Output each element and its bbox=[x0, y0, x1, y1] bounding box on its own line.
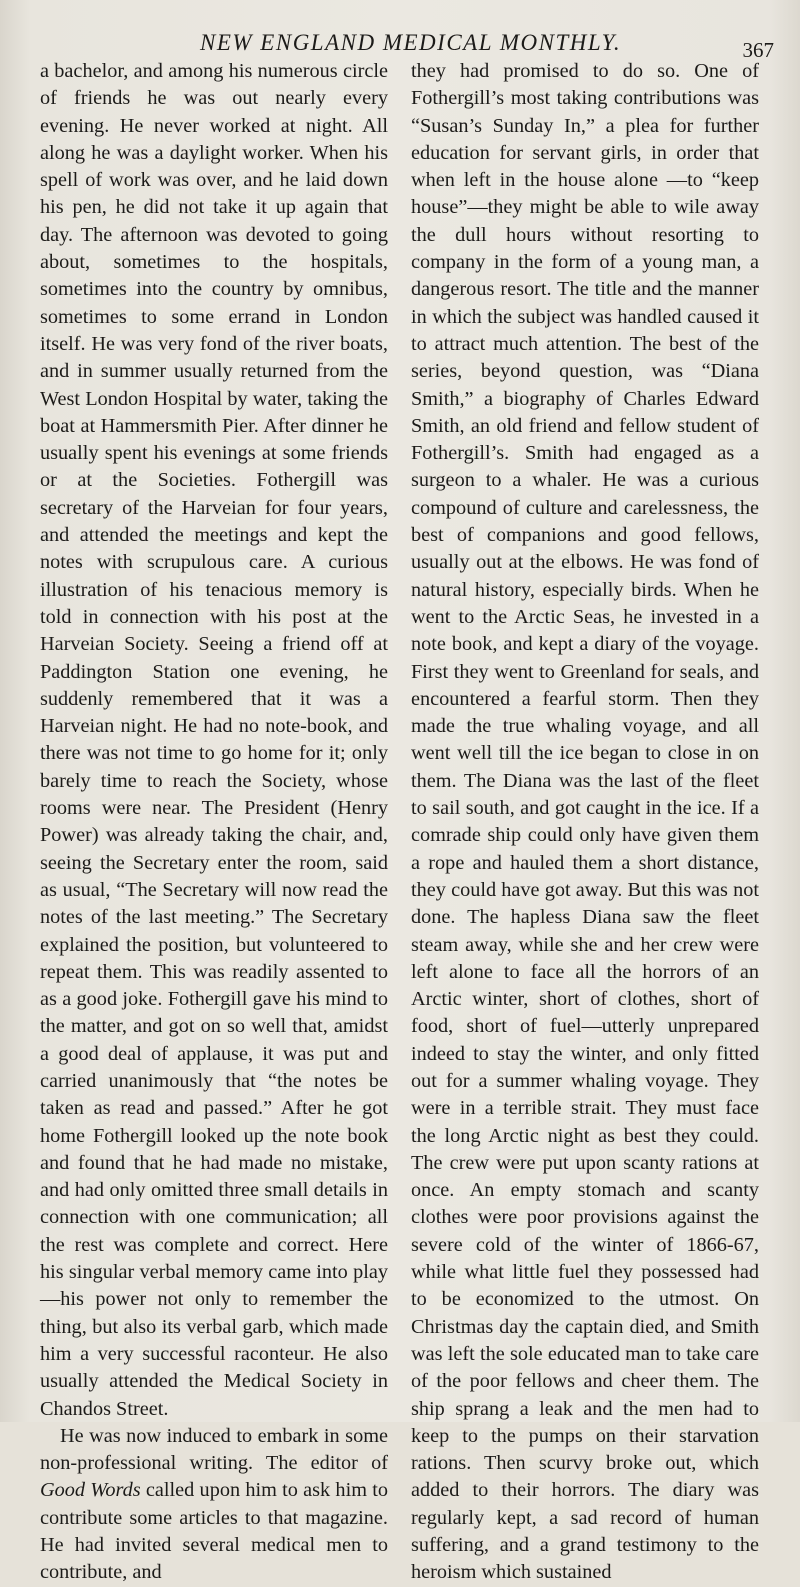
left-paragraph-2-text-end: called upon him to ask him to contribute some articles to that magazine. He had invited several medical men to contribute, and bbox=[40, 1479, 388, 1584]
page-number: 367 bbox=[742, 38, 774, 62]
right-paragraph-1: they had promised to do so. One of Fothergill’s most taking contributions was “Susan’s Sunday In,” a plea for further education for servant girls, in order that when left in the house alone —to “keep house”—they might be able to wile away the dull hours without resorting to company in the form of a young man, a dangerous resort. The title and the manner in which the subject was handled caused it to attract much attention. The best of the series, beyond question, was “Diana Smith,” a biography of Charles Edward Smith, an old friend and fellow student of Fothergill’s. Smith had engaged as a surgeon to a whaler. He was a curious compound of culture and carelessness, the best of companions and good fellows, usually out at the elbows. He was fond of natural history, especially birds. When he went to the Arctic Seas, he invested in a note book, and kept a diary of the voyage. First they went to Greenland for seals, and encountered a fearful storm. Then they made the true whaling voyage, and all went well till the ice began to close in on them. The Diana was the last of the fleet to sail south, and got caught in the ice. If a comrade ship could only have given them a rope and hauled them a short distance, they could have got away. But this was not done. The hapless Diana saw the fleet steam away, while she and her crew were left alone to face all the horrors of an Arctic winter, short of clothes, short of food, short of fuel—utterly unprepared indeed to stay the winter, and only fitted out for a summer whaling voyage. They were in a terrible strait. They must face the long Arctic night as best they could. The crew were put upon scanty rations at once. An empty stomach and scanty clothes were poor provisions against the severe cold of the winter of 1866-67, while what little fuel they possessed had to be economized to the utmost. On Christmas day the captain died, and Smith was left the sole educated man to take care of the poor fellows and cheer them. The ship sprang a leak and the men had to keep to the pumps on their starvation rations. Then scurvy broke out, which added to their horrors. The diary was regularly kept, a sad record of human suffering, and a grand testimony to the heroism which sustained bbox=[411, 60, 759, 1584]
left-paragraph-2 bbox=[40, 1423, 388, 1587]
magazine-title-good-words: Good Words bbox=[40, 1479, 141, 1502]
left-paragraph-2-text-start: He was now induced to embark in some non-professional writing. The editor of bbox=[40, 1424, 388, 1475]
left-text-column bbox=[40, 58, 388, 1587]
right-text-column bbox=[411, 58, 759, 1587]
left-paragraph-1: a bachelor, and among his numerous circle of friends he was out nearly every evening. He never worked at night. All along he was a daylight worker. When his spell of work was over, and he laid down his pen, he did not take it up again that day. The afternoon was devoted to going about, sometimes to the hospitals, sometimes into the country by omnibus, sometimes to some errand in London itself. He was very fond of the river boats, and in summer usually returned from the West London Hospital by water, taking the boat at Hammersmith Pier. After dinner he usually spent his evenings at some friends or at the Societies. Fothergill was secretary of the Harveian for four years, and attended the meetings and kept the notes with scrupulous care. A curious illustration of his tenacious memory is told in connection with his post at the Harveian Society. Seeing a friend off at Paddington Station one evening, he suddenly remembered that it was a Harveian night. He had no note-book, and there was not time to go home for it; only barely time to reach the Society, whose rooms were near. The President (Henry Power) was already taking the chair, and, seeing the Secretary enter the room, said as usual, “The Secretary will now read the notes of the last meeting.” The Secretary explained the position, but volunteered to repeat them. This was readily assented to as a good joke. Fothergill gave his mind to the matter, and got on so well that, amidst a good deal of applause, it was put and carried unanimously that “the notes be taken as read and passed.” After he got home Fothergill looked up the note book and found that he had made no mistake, and had only omitted three small details in connection with one communication; all the rest was complete and correct. Here his singular verbal memory came into play—his power not only to remember the thing, but also its verbal garb, which made him a very successful raconteur. He also usually attended the Medical Society in Chandos Street. bbox=[40, 60, 388, 1420]
journal-title: NEW ENGLAND MEDICAL MONTHLY. bbox=[200, 30, 622, 55]
